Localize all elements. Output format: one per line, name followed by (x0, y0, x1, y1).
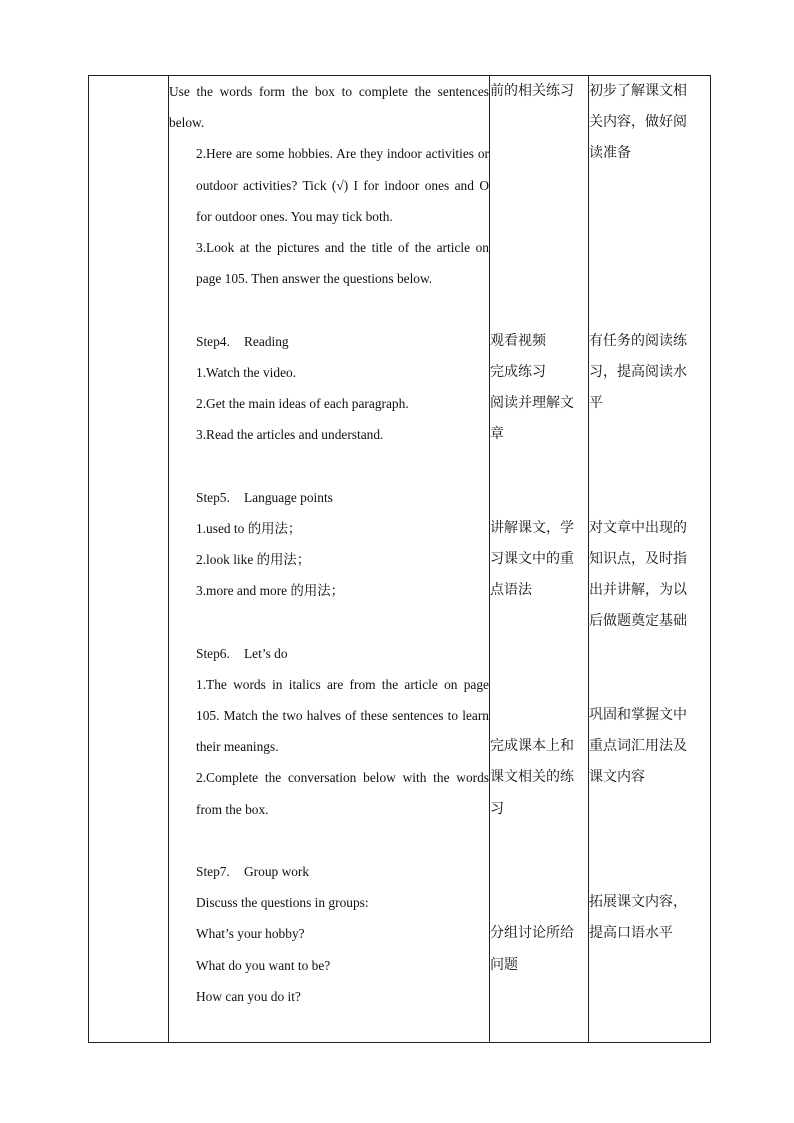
text-line: 点语法 (490, 582, 532, 599)
activity-item: 1.The words in italics are from the article on page 105. Match the two halves of these sentences to learn their meanings. (196, 676, 489, 755)
step-title: Reading (244, 333, 289, 349)
activity-item: 3.Read the articles and understand. (196, 427, 384, 443)
step-heading (169, 482, 489, 513)
step-title: Let’s do (244, 645, 288, 661)
text-line: 分组讨论所给 (490, 925, 574, 942)
text-line: 完成练习 (490, 363, 546, 380)
text-line: 出并讲解，为以 (589, 582, 687, 599)
text-line: 完成课本上和 (490, 738, 574, 755)
activity-item: 2.Get the main ideas of each paragraph. (196, 396, 409, 412)
design-intent-text (589, 76, 710, 950)
text-line: 前的相关练习 (490, 83, 574, 99)
text-line: 习 (490, 800, 504, 817)
step-title: Language points (244, 489, 333, 505)
activities-text (169, 76, 489, 1012)
activity-item: 3.Look at the pictures and the title of the article on page 105. Then answer the questions below. (196, 240, 489, 287)
teaching-activities-cell (169, 76, 490, 1043)
text-line: 后做题奠定基础 (589, 613, 687, 630)
blank-label-cell (89, 76, 169, 1043)
text-line: 习，提高阅读水 (589, 363, 687, 380)
activity-item: 2.Complete the conversation below with the words from the box. (196, 770, 489, 817)
text-line: 课文相关的练 (490, 769, 574, 786)
lesson-plan-table (88, 75, 711, 1043)
activity-item: 2.Here are some hobbies. Are they indoor activities or outdoor activities? Tick (√) I for indoor ones and O for outdoor ones. You may tick both. (196, 146, 489, 224)
activity-item: 1.used to 的用法； (196, 520, 302, 536)
step-heading (169, 856, 489, 887)
text-line: 章 (490, 426, 504, 443)
table-row (89, 76, 711, 1043)
step-label: Step5. (196, 489, 230, 505)
text-line: 初步了解课文相 (589, 83, 687, 99)
text-line: 知识点，及时指 (589, 551, 687, 568)
text-line: 关内容，做好阅 (589, 114, 687, 131)
student-activities-cell (490, 76, 589, 1043)
text-line: 对文章中出现的 (589, 519, 687, 536)
step-title: Group work (244, 864, 310, 880)
text-line: 课文内容 (589, 769, 645, 786)
text-line: 平 (589, 395, 603, 412)
text-line: 习课文中的重 (490, 551, 574, 568)
activity-item: 3.more and more 的用法； (196, 583, 345, 599)
activity-item: Discuss the questions in groups: (196, 895, 369, 911)
intro-text: Use the words form the box to complete the sentences below. (169, 84, 489, 131)
step-heading (169, 326, 489, 357)
activity-item: What’s your hobby? (196, 926, 305, 942)
text-line: 讲解课文，学 (490, 519, 574, 536)
step-label: Step6. (196, 645, 230, 661)
student-activities-text (490, 76, 588, 981)
text-line: 问题 (490, 956, 518, 973)
text-line: 提高口语水平 (589, 925, 673, 942)
activity-item: How can you do it? (196, 988, 301, 1004)
step-label: Step4. (196, 333, 230, 349)
step-label: Step7. (196, 864, 230, 880)
activity-item: 1.Watch the video. (196, 364, 297, 380)
activity-item: 2.look like 的用法； (196, 552, 311, 568)
text-line: 重点词汇用法及 (589, 738, 687, 755)
text-line: 读准备 (589, 145, 631, 162)
text-line: 阅读并理解文 (490, 395, 574, 412)
step-heading (169, 638, 489, 669)
text-line: 拓展课文内容， (589, 894, 687, 911)
text-line: 巩固和掌握文中 (589, 707, 687, 724)
text-line: 观看视频 (490, 332, 546, 349)
activity-item: What do you want to be? (196, 957, 331, 973)
design-intent-cell (589, 76, 711, 1043)
text-line: 有任务的阅读练 (589, 332, 687, 349)
